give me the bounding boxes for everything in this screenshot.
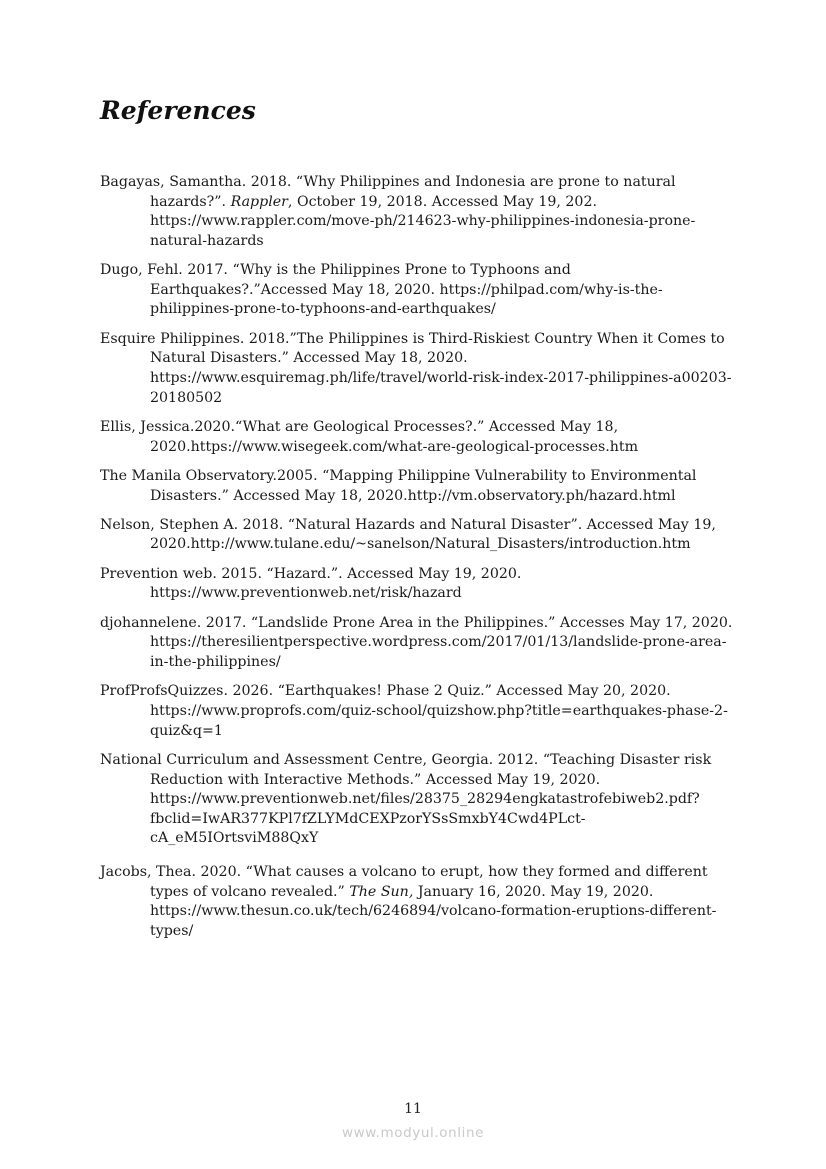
watermark: www.modyul.online [341, 1125, 485, 1141]
reference-list [100, 173, 740, 951]
reference-entry: Bagayas, Samantha. 2018. “Why Philippines and Indonesia are prone to natural hazards?”. Rappler, October 19, 2018. Accessed May 19, 202. https://www.rappler.com/move-ph/214623-why-philippines-indonesia-prone-natural-hazards [100, 174, 696, 249]
reference-entry: Prevention web. 2015. “Hazard.”. Accessed May 19, 2020. https://www.preventionweb.net/risk/hazard [100, 565, 522, 602]
reference-entry: Ellis, Jessica.2020.“What are Geological Processes?.” Accessed May 18, 2020.https://www.wisegeek.com/what-are-geological-processes.htm [100, 418, 639, 455]
page-number: 11 [404, 1101, 422, 1117]
reference-entry: National Curriculum and Assessment Centre, Georgia. 2012. “Teaching Disaster risk Reduction with Interactive Methods.” Accessed May 19, 2020. https://www.preventionweb.net/files/28375_28294engkatastrofebiweb2.pdf?fbclid=IwAR377KPl7fZLYMdCEXPzorYSsSmxbY4Cwd4PLct-cA_eM5IOrtsviM88QxY [100, 752, 712, 847]
reference-entry: ProfProfsQuizzes. 2026. “Earthquakes! Phase 2 Quiz.” Accessed May 20, 2020. https://www.proprofs.com/quiz-school/quizshow.php?title=earthquakes-phase-2-quiz&q=1 [100, 683, 728, 739]
page-title: References [100, 96, 256, 125]
reference-entry: Dugo, Fehl. 2017. “Why is the Philippines Prone to Typhoons and Earthquakes?.”Accessed May 18, 2020. https://philpad.com/why-is-the-philippines-prone-to-typhoons-and-earthquakes/ [100, 262, 663, 318]
reference-entry: Nelson, Stephen A. 2018. “Natural Hazards and Natural Disaster”. Accessed May 19, 2020.http://www.tulane.edu/~sanelson/Natural_Disasters/introduction.htm [100, 516, 716, 553]
reference-entry: djohannelene. 2017. “Landslide Prone Area in the Philippines.” Accesses May 17, 2020. https://theresilientperspective.wordpress.com/2017/01/13/landslide-prone-area-in-the-philippines/ [100, 614, 733, 671]
reference-entry: The Manila Observatory.2005. “Mapping Philippine Vulnerability to Environmental Disasters.” Accessed May 18, 2020.http://vm.observatory.ph/hazard.html [100, 467, 697, 504]
reference-entry: Jacobs, Thea. 2020. “What causes a volcano to erupt, how they formed and different types of volcano revealed.” The Sun, January 16, 2020. May 19, 2020. https://www.thesun.co.uk/tech/6246894/volcano-formation-eruptions-different-types/ [100, 863, 717, 939]
reference-entry: Esquire Philippines. 2018.”The Philippines is Third-Riskiest Country When it Comes to Natural Disasters.” Accessed May 18, 2020. https://www.esquiremag.ph/life/travel/world-risk-index-2017-philippines-a00203-20180502 [100, 330, 732, 406]
